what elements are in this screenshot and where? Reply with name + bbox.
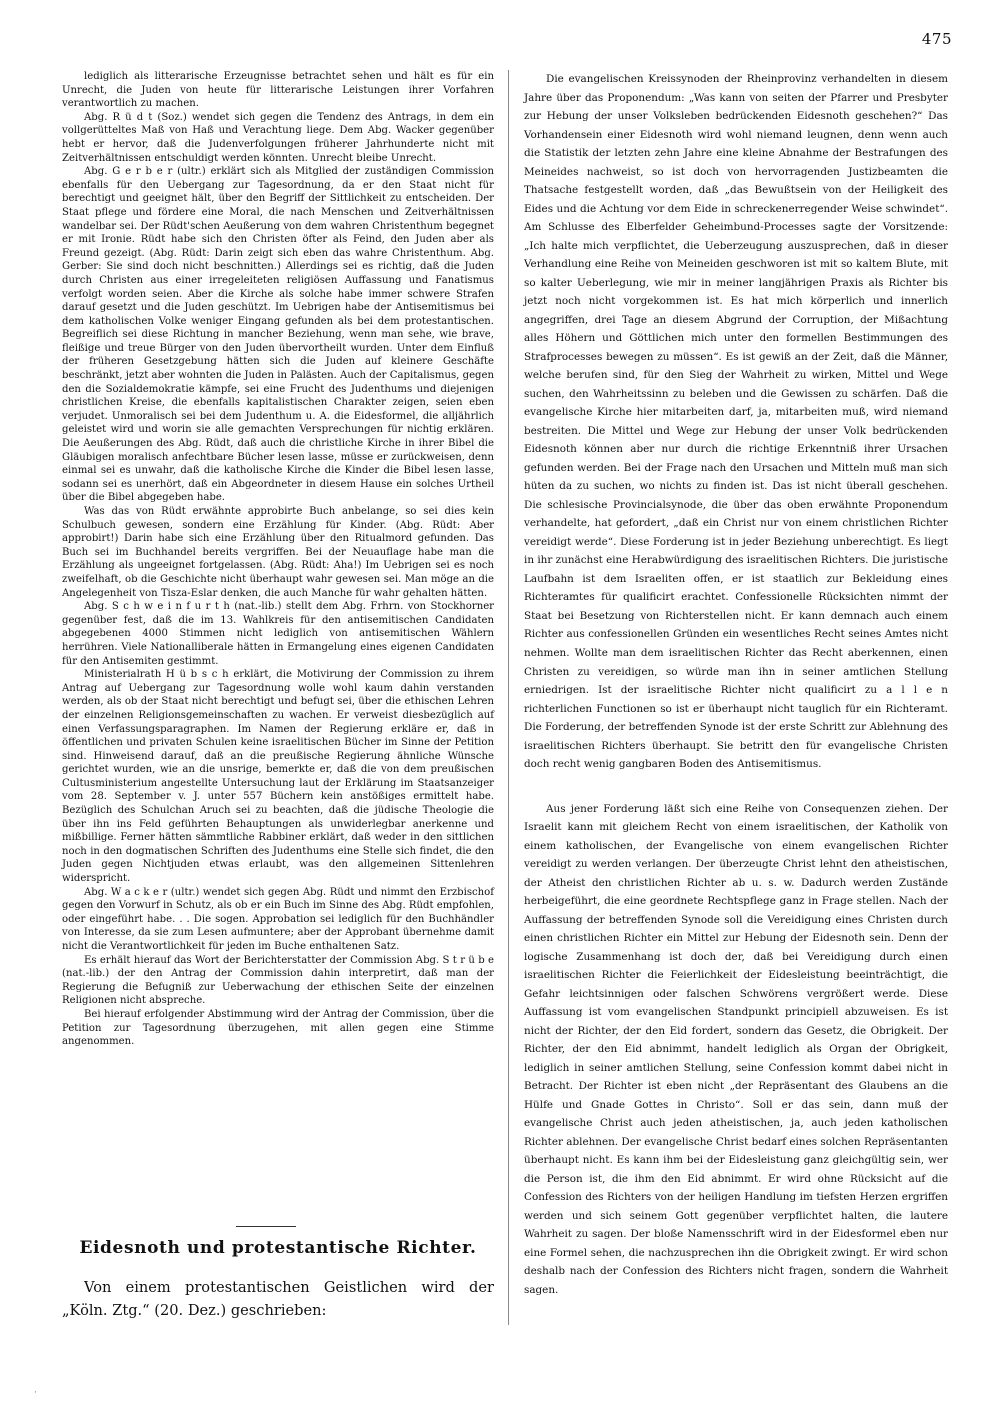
section-heading: Eidesnoth und protestantische Richter. bbox=[79, 1238, 477, 1258]
left-paragraph-1: lediglich als litterarische Erzeugnisse betrachtet sehen und hält es für ein Unrecht, die Juden von heute für litterarische Leistungen ihrer Vorfahren verantwortlich zu machen. bbox=[62, 71, 494, 110]
right-column bbox=[524, 70, 948, 1300]
section-divider bbox=[236, 1226, 296, 1227]
right-paragraph-1: Die evangelischen Kreissynoden der Rheinprovinz verhandelten in diesem Jahre über das Proponendum: „Was kann von seiten der Pfarrer und Presbyter zur Hebung der unser Volksleben bedrückenden Eidesnoth geschehen?“ Das Vorhandensein einer Eidesnoth wird wohl niemand leugnen, denn wenn auch die Statistik der letzten zehn Jahre eine kleine Abnahme der Bestrafungen des Meineides nachweist, so ist doch von hervorragenden Justizbeamten die Thatsache festgestellt worden, daß „das Bewußtsein von der Heiligkeit des Eides und die Achtung vor dem Eide in schreckenerregender Weise schwindet“. Am Schlusse des Elberfelder Geheimbund-Processes sagte der Vorsitzende: „Ich halte mich verpflichtet, die Ueberzeugung auszusprechen, daß in dieser Verhandlung eine Reihe von Meineiden geschworen ist mit so kaltem Blute, mit so kalter Ueberlegung, wie mir in meiner langjährigen Praxis als Richter bis jetzt noch nicht vorgekommen ist. Es hat mich körperlich und innerlich angegriffen, drei Tage an diesem Abgrund der Corruption, der Mißachtung alles Höhern und Göttlichen mich unter den formellen Bestimmungen des Strafprocesses bewegen zu müssen“. Es ist gewiß an der Zeit, daß die Männer, welche berufen sind, für den Sieg der Wahrheit zu wirken, Mittel und Wege suchen, den Wahrheitssinn zu beleben und die Gewissen zu schärfen. Daß die evangelische Kirche hier mitarbeiten darf, ja, mitarbeiten muß, wird niemand bestreiten. Die Mittel und Wege zur Hebung der unser Volk bedrückenden Eidesnoth können aber nur durch die richtige Erkenntniß ihrer Ursachen gefunden werden. Bei der Frage nach den Ursachen und Mitteln muß man sich hüten da zu suchen, wo nichts zu finden ist. Das ist nicht überall geschehen. Die schlesische Provincialsynode, die über das oben erwähnte Proponendum verhandelte, hat gefordert, „daß ein Christ nur von einem christlichen Richter vereidigt werde“. Diese Forderung ist in jeder Beziehung unberechtigt. Es liegt in ihr zunächst eine Herabwürdigung des israelitischen Richters. Die juristische Laufbahn ist dem Israeliten offen, er ist staatlich zur Bekleidung eines Richteramtes für qualificirt erachtet. Confessionelle Rücksichten nimmt der Staat bei Besetzung von Richterstellen nicht. Er kann demnach auch einem Richter aus confessionellen Gründen ein wesentliches Recht seines Amtes nicht nehmen. Wollte man dem israelitischen Richter das Recht aberkennen, einen Christen zu vereidigen, so würde man ihn in seiner amtlichen Stellung erniedrigen. Ist der israelitische Richter nicht qualificirt zu a l l e n richterlichen Functionen so ist er überhaupt nicht tauglich für ein Richteramt. Die Forderung, der betreffenden Synode ist der erste Schritt zur Ablehnung des israelitischen Richters überhaupt. Sie betritt den für evangelische Christen doch recht wenig gangbaren Boden des Antisemitismus. bbox=[524, 73, 948, 771]
left-paragraph-3: Abg. G e r b e r (ultr.) erklärt sich als Mitglied der zuständigen Commission ebenfalls für den Uebergang zur Tagesordnung, da er den Staat nicht für berechtigt und geeignet hält, über den Begriff der Sittlichkeit zu entscheiden. Der Staat pflege und fördere eine Moral, die nach Menschen und Zeitverhältnissen wandelbar sei. Der Rüdt'schen Aeußerung von dem wahren Christenthum begegnet er mit Ironie. Rüdt habe sich den Christen öfter als Feind, den Juden aber als Freund gezeigt. (Abg. Rüdt: Darin zeigt sich eben das wahre Christenthum. Abg. Gerber: Sie sind doch nicht beschnitten.) Allerdings sei es richtig, daß die Juden durch Christen aus einer irregeleiteten religiösen Auffassung und Fanatismus verfolgt worden seien. Aber die Kirche als solche habe immer schwere Strafen darauf gesetzt und die Juden geschützt. Im Uebrigen habe der Antisemitismus bei dem katholischen Volke weniger Eingang gefunden als bei dem protestantischen. Begreiflich sei diese Richtung in mancher Beziehung, wenn man sehe, wie brave, fleißige und treue Bürger von den Juden übervortheilt wurden. Unter dem Einfluß der früheren Gesetzgebung hätten sich die Juden auf kleinere Geschäfte beschränkt, jetzt aber wohnten die Juden in Palästen. Auch der Capitalismus, gegen den die Sozialdemokratie kämpfe, sei eine Frucht des Judenthums und diejenigen christlichen Kreise, die ebenfalls kapitalistischen Charakter zeigen, seien eben verjudet. Unmoralisch sei bei dem Judenthum u. A. die Eidesformel, die alljährlich geleistet wird und worin sie alle gemachten Versprechungen für nichtig erklären. Die Aeußerungen des Abg. Rüdt, daß auch die christliche Kirche in ihrer Bibel die Gläubigen moralisch anfechtbare Bücher lesen lasse, müsse er zurückweisen, denn einmal sei es unwahr, daß die katholische Kirche die Kinder die Bibel lesen lasse, sodann sei es unerhört, daß ein Abgeordneter in diesem Hause ein solches Urtheil über die Bibel abgegeben habe. bbox=[62, 166, 494, 504]
column-divider bbox=[508, 70, 509, 1325]
left-paragraph-6: Ministerialrath H ü b s c h erklärt, die Motivirung der Commission zu ihrem Antrag auf Uebergang zur Tagesordnung wolle wohl kaum dahin verstanden werden, als ob der Staat nicht berechtigt und befugt sei, über die ethischen Lehren der einzelnen Religionsgemeinschaften zu wachen. Er verweist diesbezüglich auf einen Verfassungsparagraphen. Im Namen der Regierung erkläre er, daß in öffentlichen und privaten Schulen keine israelitischen Bücher im Sinne der Petition sind. Hinweisend darauf, daß an die preußische Regierung ähnliche Wünsche gerichtet wurden, wie an die unsrige, bemerkte er, daß die von dem preußischen Cultusministerium angestellte Untersuchung laut der Erklärung im Staatsanzeiger vom 28. September v. J. unter 557 Büchern kein anstößiges ermittelt habe. Bezüglich des Schulchan Aruch sei zu beachten, daß die jüdische Theologie die über ihn ins Feld geführten Behauptungen als unwiderlegbar anerkenne und mißbillige. Ferner hätten sämmtliche Rabbiner erklärt, daß weder in den sittlichen noch in den dogmatischen Schriften des Judenthums eine Stelle sich findet, die den Juden gegen Nichtjuden etwas erlaubt, was den allgemeinen Sittenlehren widerspricht. bbox=[62, 669, 494, 885]
section-intro: Von einem protestantischen Geistlichen wird der „Köln. Ztg.“ (20. Dez.) geschrieben: bbox=[62, 1279, 494, 1319]
left-paragraph-9: Bei hierauf erfolgender Abstimmung wird der Antrag der Commission, über die Petition zur Tagesordnung überzugehen, mit allen gegen eine Stimme angenommen. bbox=[62, 1008, 494, 1048]
left-paragraph-2: Abg. R ü d t (Soz.) wendet sich gegen die Tendenz des Antrags, in dem ein vollgerütteltes Maß von Haß und Verachtung liege. Dem Abg. Wacker gegenüber hebt er hervor, daß die Judenverfolgungen früherer Jahrhunderte nicht mit Zeitverhältnissen entschuldigt werden könnten. Unrecht bleibe Unrecht. bbox=[62, 111, 494, 164]
left-paragraph-4: Was das von Rüdt erwähnte approbirte Buch anbelange, so sei dies kein Schulbuch gewesen, sondern eine Erzählung für Kinder. (Abg. Rüdt: Aber approbirt!) Darin habe sich eine Erzählung über den Ritualmord gefunden. Das Buch sei im Buchhandel bereits vergriffen. Bei der Neuauflage habe man die Erzählung als ungeeignet fortgelassen. (Abg. Rüdt: Aha!) Im Uebrigen sei es noch zweifelhaft, ob die Geschichte nicht überhaupt wahr gewesen sei. Man möge an die Angelegenheit von Tisza-Eslar denken, die auch Manche für wahr gehalten hätten. bbox=[62, 506, 494, 599]
left-column bbox=[62, 70, 494, 1049]
left-paragraph-5: Abg. S c h w e i n f u r t h (nat.-lib.) stellt dem Abg. Frhrn. von Stockhorner gegenüber fest, daß die im 13. Wahlkreis für den antisemitischen Candidaten abgegebenen 4000 Stimmen nicht lediglich von antisemitischen Wählern herrühren. Viele Nationalliberale hätten in Ermangelung eines eigenen Candidaten für den Antisemiten gestimmt. bbox=[62, 601, 494, 667]
left-paragraph-7: Abg. W a c k e r (ultr.) wendet sich gegen Abg. Rüdt und nimmt den Erzbischof gegen den Vorwurf in Schutz, als ob er ein Buch im Sinne des Abg. Rüdt empfohlen, oder eingeführt habe. . . Die sogen. Approbation sei lediglich für den Buchhändler von Interesse, da sie zum Lesen aufmuntere; aber der Approbant übernehme damit nicht die Verantwortlichkeit für jeden im Buche enthaltenen Satz. bbox=[62, 886, 494, 952]
left-paragraph-8: Es erhält hierauf das Wort der Berichterstatter der Commission Abg. S t r ü b e (nat.-lib.) der den Antrag der Commission dahin interpretirt, daß man der Regierung die Befugniß zur Ueberwachung der ethischen Seite der einzelnen Religionen nicht abspreche. bbox=[62, 954, 494, 1007]
corner-mark: · bbox=[34, 1388, 37, 1398]
page-number: 475 bbox=[921, 30, 952, 48]
right-paragraph-2: Aus jener Forderung läßt sich eine Reihe von Consequenzen ziehen. Der Israelit kann mit gleichem Recht von einem israelitischen, der Katholik von einem katholischen, der Evangelische von einem evangelischen Richter vereidigt zu werden verlangen. Der überzeugte Christ lehnt den atheistischen, der Atheist den christlichen Richter ab u. s. w. Dadurch werden Zustände herbeigeführt, die eine geordnete Rechtspflege ganz in Frage stellen. Nach der Auffassung der betreffenden Synode soll die Vereidigung eines Christen durch einen christlichen Richter ein Mittel zur Hebung der Eidesnoth sein. Denn der logische Zusammenhang ist doch der, daß bei Vereidigung durch einen israelitischen Richter die Feierlichkeit der Eidesleistung beeinträchtigt, die Gefahr leichtsinnigen oder falschen Schwörens vergrößert werde. Diese Auffassung ist vom evangelischen Standpunkt principiell abzuweisen. Es ist nicht der Richter, der den Eid fordert, sondern das Gesetz, die Obrigkeit. Der Richter, der den Eid abnimmt, handelt lediglich als Organ der Obrigkeit, lediglich in seiner amtlichen Stellung, seine Confession kommt dabei nicht in Betracht. Der Richter ist eben nicht „der Repräsentant des Glaubens an die Hülfe und Gnade Gottes in Christo“. Soll er das sein, dann muß der evangelische Christ auch jeden atheistischen, ja, auch jeden katholischen Richter ablehnen. Der evangelische Christ bedarf eines solchen Repräsentanten überhaupt nicht. Es kann ihm bei der Eidesleistung ganz gleichgültig sein, wer die Person ist, die ihm den Eid abnimmt. Er wird ohne Rücksicht auf die Confession des Richters von der heiligen Handlung im tiefsten Herzen ergriffen werden und sich seinem Gott gegenüber verpflichtet halten, die lautere Wahrheit zu sagen. Der bloße Namensschrift wird in der Eidesformel eben nur eine Formel sehen, die nachzusprechen ihn die Obrigkeit zwingt. Er wird schon deshalb nach der Confession des Richters nicht fragen, sondern die Wahrheit sagen. bbox=[524, 802, 948, 1296]
